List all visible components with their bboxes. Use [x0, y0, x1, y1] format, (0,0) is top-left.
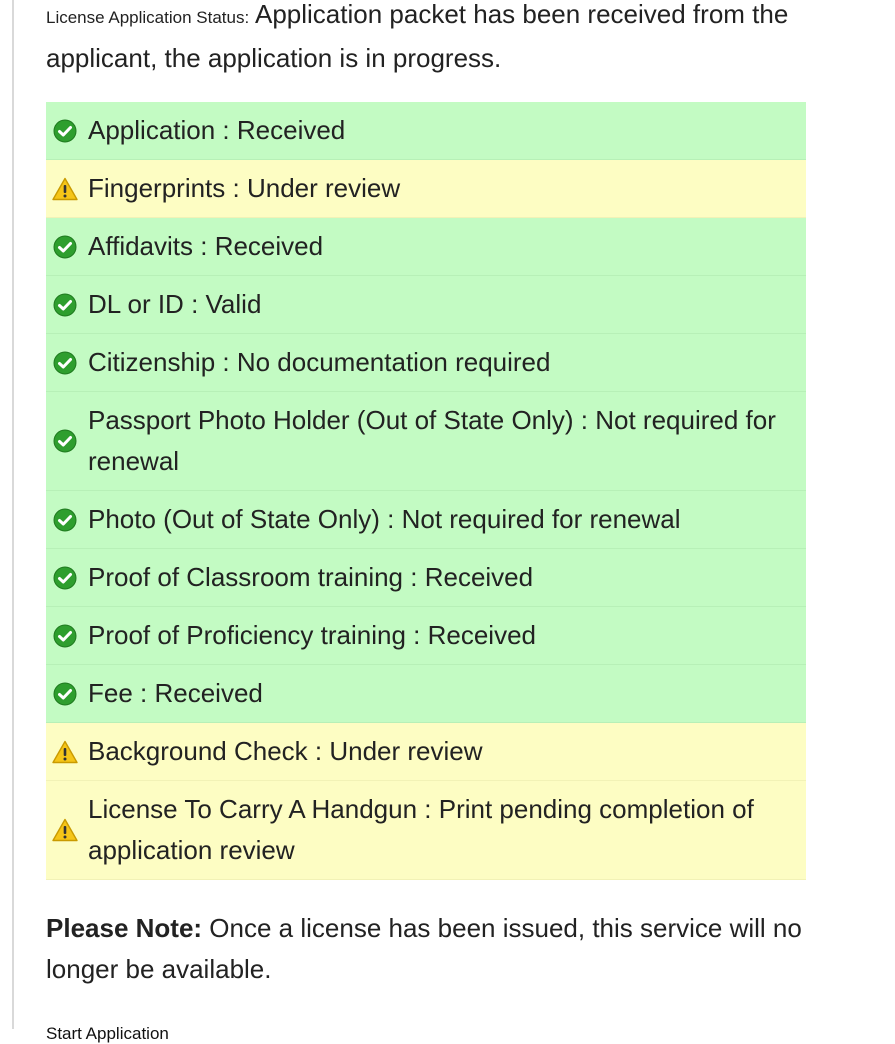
status-item-separator: :: [403, 562, 425, 592]
status-item-label: Passport Photo Holder (Out of State Only): [88, 405, 574, 435]
status-item-label: DL or ID: [88, 289, 184, 319]
status-item-separator: :: [379, 504, 402, 534]
status-item: [46, 491, 806, 549]
status-item-text: [88, 499, 796, 540]
status-item-label: License To Carry A Handgun: [88, 794, 418, 824]
page-left-border: [12, 0, 14, 1029]
check-circle-icon: [52, 428, 78, 454]
status-item: [46, 160, 806, 218]
status-item: [46, 781, 806, 880]
requirement-status-list: [46, 102, 806, 880]
warning-triangle-icon: [52, 817, 78, 843]
status-text: Application packet has been received from the applicant, the application is in progress.: [46, 0, 789, 73]
start-application-link[interactable]: Start Application: [46, 1024, 169, 1043]
status-item: [46, 549, 806, 607]
status-item-label: Application: [88, 115, 216, 145]
status-item: [46, 723, 806, 781]
status-label: License Application Status:: [46, 8, 250, 27]
status-item-text: [88, 110, 796, 151]
status-item: [46, 102, 806, 160]
status-item-value: Received: [154, 678, 263, 708]
status-item-separator: :: [417, 794, 439, 824]
status-item-value: Received: [236, 115, 346, 145]
check-circle-icon: [52, 565, 78, 591]
warning-triangle-icon: [52, 176, 78, 202]
status-item-value: Valid: [205, 289, 262, 319]
status-item-separator: :: [215, 115, 237, 145]
status-item-value: No documentation required: [236, 347, 551, 377]
status-item-text: [88, 615, 796, 656]
note-text: Once a license has been issued, this service will no longer be available.: [46, 913, 802, 984]
status-item-separator: :: [307, 736, 330, 766]
status-item-label: Proof of Classroom training: [88, 562, 404, 592]
status-item-label: Proof of Proficiency training: [88, 620, 406, 650]
warning-triangle-icon: [52, 739, 78, 765]
status-item-label: Citizenship: [88, 347, 216, 377]
note-heading: Please Note:: [46, 913, 203, 943]
status-item: [46, 607, 806, 665]
status-item-separator: :: [193, 231, 215, 261]
status-item-value: Received: [424, 562, 534, 592]
status-item-text: [88, 284, 796, 325]
check-circle-icon: [52, 292, 78, 318]
check-circle-icon: [52, 623, 78, 649]
status-item-label: Photo (Out of State Only): [88, 504, 380, 534]
status-item: [46, 392, 806, 491]
check-circle-icon: [52, 234, 78, 260]
status-item-value: Print pending completion of application review: [88, 794, 754, 865]
status-item-separator: :: [132, 678, 155, 708]
status-item-value: Under review: [329, 736, 483, 766]
status-item-value: Received: [427, 620, 537, 650]
status-item-separator: :: [215, 347, 237, 377]
status-item-separator: :: [225, 173, 247, 203]
check-circle-icon: [52, 681, 78, 707]
status-item-label: Background Check: [88, 736, 308, 766]
status-item: [46, 665, 806, 723]
status-item-text: [88, 342, 796, 383]
status-item-separator: :: [183, 289, 206, 319]
check-circle-icon: [52, 118, 78, 144]
status-item-text: [88, 731, 796, 772]
status-item-label: Fee: [88, 678, 133, 708]
status-item-value: Not required for renewal: [88, 405, 776, 476]
status-item-text: [88, 168, 796, 209]
status-item: [46, 334, 806, 392]
status-item-text: [88, 226, 796, 267]
check-circle-icon: [52, 507, 78, 533]
status-item-text: [88, 400, 796, 482]
status-item: [46, 276, 806, 334]
application-status-panel: [46, 0, 806, 1044]
status-item-value: Received: [214, 231, 324, 261]
check-circle-icon: [52, 350, 78, 376]
please-note: [46, 908, 806, 990]
status-item-label: Fingerprints: [88, 173, 226, 203]
status-item-label: Affidavits: [88, 231, 194, 261]
status-item-text: [88, 673, 796, 714]
license-application-status: [46, 0, 806, 78]
status-item-separator: :: [573, 405, 596, 435]
status-item: [46, 218, 806, 276]
status-item-text: [88, 557, 796, 598]
status-item-separator: :: [405, 620, 428, 650]
status-item-value: Not required for renewal: [401, 504, 681, 534]
status-item-text: [88, 789, 796, 871]
status-item-value: Under review: [246, 173, 401, 203]
